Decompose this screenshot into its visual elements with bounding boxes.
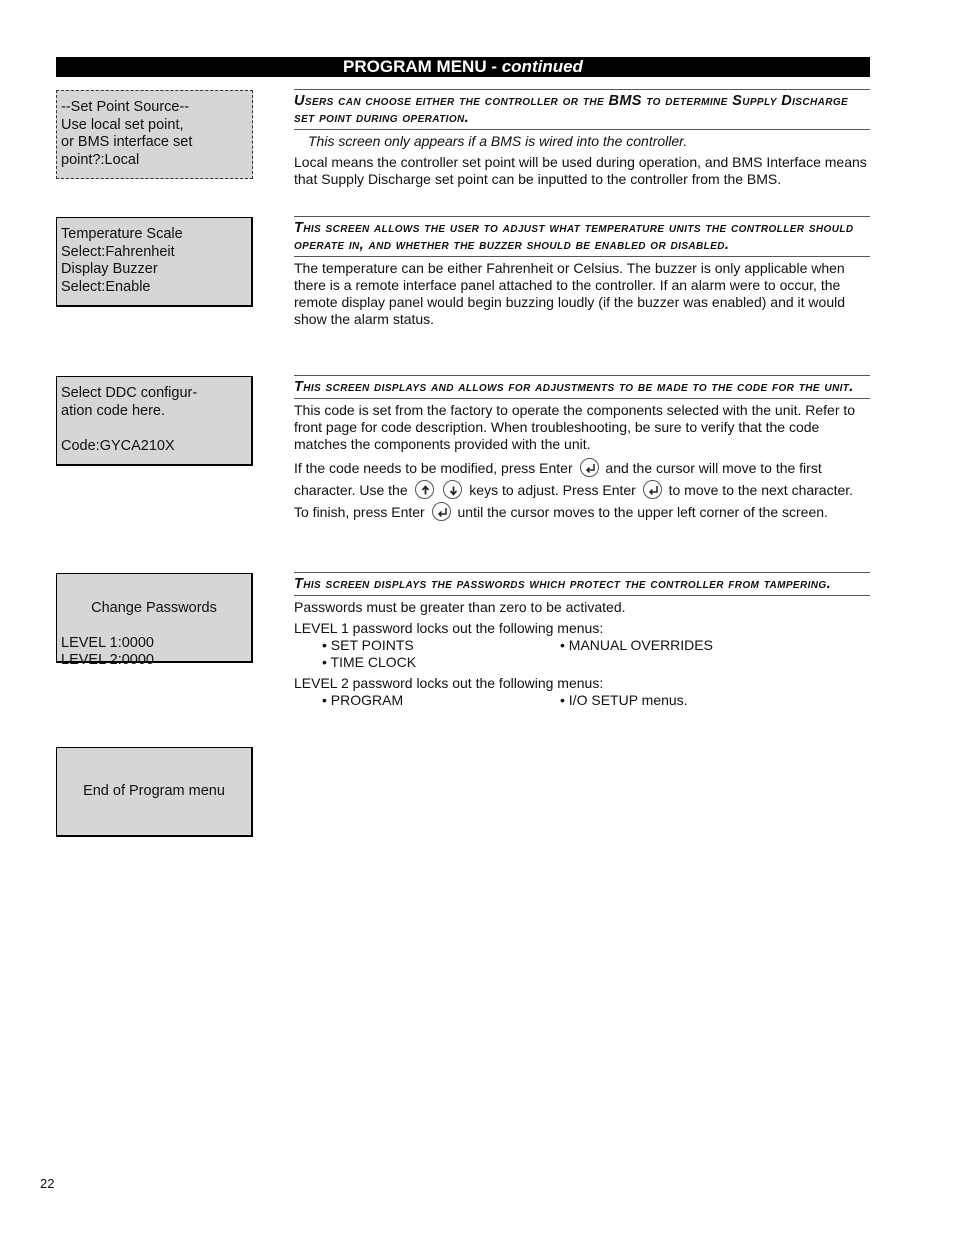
page-banner [56,57,870,77]
banner-subtitle: continued [501,57,583,76]
lcd-screen-set-point-source: --Set Point Source-- Use local set point, or BMS interface set point?:Local [56,90,253,179]
section-passwords [294,572,870,709]
up-arrow-key-icon [415,480,434,499]
section-set-point-source [294,89,870,188]
enter-key-icon [643,480,662,499]
list-item: • SET POINTS [322,637,414,653]
down-arrow-key-icon [443,480,462,499]
banner-title: PROGRAM MENU - [343,57,502,76]
instruction-text: and the cursor will move to the first character. Use the [294,460,822,498]
list-item: • PROGRAM [322,692,404,708]
list-item: • I/O SETUP menus. [560,692,688,708]
level1-list-row [294,654,870,671]
enter-key-icon [432,502,451,521]
instruction-text: keys to adjust. Press Enter [469,482,636,498]
section-heading: This screen allows the user to adjust what temperature units the controller should operate in, and whether the buzzer should be enabled or disabled. [294,216,870,257]
list-item: • TIME CLOCK [322,654,417,670]
instruction-text: If the code needs to be modified, press Enter [294,460,573,476]
section-instructions [294,457,870,523]
level1-list-row [294,637,870,654]
level1-intro: LEVEL 1 password locks out the following menus: [294,620,604,636]
instruction-text: to move to the next character. To finish, press Enter [294,482,854,520]
lcd-screen-text: LEVEL 1:0000 LEVEL 2:0000 [61,634,154,669]
section-heading: Users can choose either the controller or the BMS to determine Supply Discharge set point during operation. [294,89,870,130]
section-note: This screen only appears if a BMS is wired into the controller. [308,133,688,149]
section-paragraph: Local means the controller set point will be used during operation, and BMS Interface means that Supply Discharge set point can be inputted to the controller from the BMS. [294,154,867,187]
lcd-screen-title: Change Passwords [91,599,217,616]
section-ddc-code [294,375,870,523]
section-heading: This screen displays the passwords which protect the controller from tampering. [294,572,870,596]
section-body [294,260,870,328]
page-number: 22 [40,1176,55,1191]
section-temperature-scale [294,216,870,328]
section-paragraph: This code is set from the factory to operate the components selected with the unit. Refer to front page for code description. When troubleshooting, be sure to verify that the code matches the components provided with the unit. [294,402,856,452]
level2-list-row [294,692,870,709]
section-heading: This screen displays and allows for adjustments to be made to the code for the unit. [294,375,870,399]
section-paragraph: The temperature can be either Fahrenheit or Celsius. The buzzer is only applicable when there is a remote interface panel attached to the controller. If an alarm were to occur, the remote display panel would begin buzzing loudly (if the buzzer was enabled) and it would show the alarm status. [294,260,845,327]
lcd-screen-end-of-program: End of Program menu [56,747,253,837]
enter-key-icon [580,458,599,477]
lcd-screen-temperature-scale: Temperature Scale Select:Fahrenheit Display Buzzer Select:Enable [56,217,253,307]
lcd-screen-ddc-code: Select DDC configur- ation code here. Code:GYCA210X [56,376,253,466]
section-body [294,133,870,188]
instruction-text: until the cursor moves to the upper left corner of the screen. [457,504,828,520]
section-paragraph: Passwords must be greater than zero to be activated. [294,599,626,615]
section-body [294,599,870,709]
section-body [294,402,870,523]
level2-intro: LEVEL 2 password locks out the following menus: [294,675,604,691]
lcd-screen-change-passwords [56,573,253,669]
list-item: • MANUAL OVERRIDES [560,637,713,653]
